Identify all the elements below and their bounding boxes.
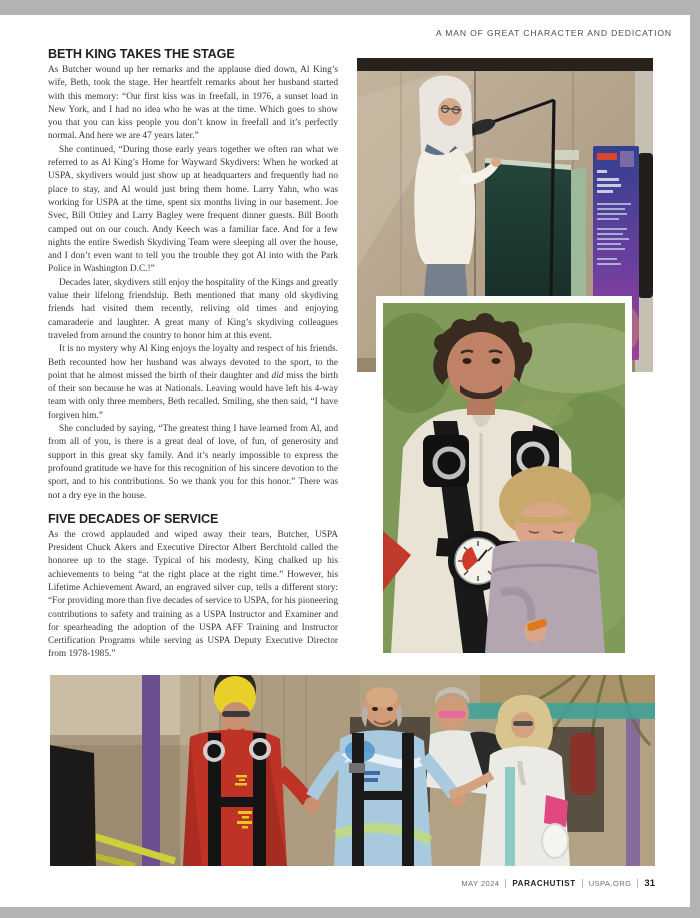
- gray-sweater: [485, 540, 605, 653]
- footer-separator: [637, 879, 638, 888]
- dark-gear-bag: [50, 745, 96, 866]
- pink-sunglasses-icon: [438, 711, 466, 718]
- white-glove: [542, 824, 568, 858]
- section-heading-beth-king: BETH KING TAKES THE STAGE: [48, 47, 235, 61]
- article-text-column: [48, 47, 338, 662]
- page-footer: [461, 878, 655, 889]
- footer-magazine-name: PARACHUTIST: [512, 879, 576, 888]
- running-head: A MAN OF GREAT CHARACTER AND DEDICATION: [435, 28, 672, 38]
- magazine-page: [0, 15, 690, 907]
- italic-word: did: [271, 370, 284, 381]
- paragraph: She continued, “During those early years together we often ran what we referred to as Al King’s Home for Wayward Skydivers: When he worked at USPA, skydivers would just show up at headquarters and frequently had no place to stay, and Al would just bring them home. Larry Yahn, who was working for USPA at the time, spent six months living in our basement. Joe Svec, Bill Ottley and Larry Bagley were frequent dinner guests. Bill Booth camped out on our couch. Andy Keech was a familiar face. And for a few nights the entire Swedish Skydiving Team were sleeping all over the house, and I don’t even want to tell you the trouble they got Al into with the Park Police in Washington D.C.!”: [48, 144, 338, 275]
- paragraph: Decades later, skydivers still enjoy the hospitality of the Kings and greatly value their lifelong friendship. Beth mentioned that many old skydiving friends had visited them recently, reliving old times and enjoying camaraderie and laughter. A great many of King’s skydiving colleagues traveled from around the country to honor him at this event.: [48, 277, 338, 341]
- section-heading-five-decades: FIVE DECADES OF SERVICE: [48, 511, 219, 526]
- group-photo-illustration: [50, 675, 655, 866]
- paragraph-text: miss the birth of their son because he was at Nationals. Leaving would have left his 4-way team with only three members, Beth recalled. Smiling, she then said, “I have forgiven him.”: [48, 370, 338, 421]
- child-figure: [485, 466, 605, 653]
- paragraph-text: It is no mystery why Al King enjoys the loyalty and respect of his friends. Beth recounted how her husband was always devoted to the sport, to the point that he almost missed the birth of their daughter and: [48, 344, 338, 381]
- paragraph: As the crowd applauded and wiped away their tears, Butcher, USPA President Chuck Akers and Executive Director Albert Berchtold called the honoree up to the stage. Typical of his modesty, King chalked up his achievements to being “at the right place at the right time.” However, his Lifetime Achievement Award, an engraved silver cup, tells a different story: “For providing more than five decades of service to USPA, for his pioneering contributions to safety and training as a USPA Instructor and Examiner and for spearheading the adoption of the USPA AFF Training and Instructor Certification Programs while serving as USPA Deputy Executive Director from 1978-1985.”: [48, 529, 338, 660]
- al-king-portrait-photo: [376, 296, 632, 660]
- paragraph: As Butcher wound up her remarks and the applause died down, Al King’s wife, Beth, took the stage. Her heartfelt remarks about her husband started with this memory: “Our first kiss was in freefall, in 1976, a sunset load in New York, and I had no idea who he was at the time. Which goes to show you that you can kiss people you don’t know in freefall and it’s perfectly normal. And here we are 47 years later.”: [48, 65, 338, 142]
- paragraph: She concluded by saying, “The greatest thing I have learned from Al, and from all of you, is there is a great deal of love, of fun, of generosity and support in this great sky family. And it’s nearly impossible to express the profound gratitude we have for this recognition of his sincere devotion to the sport, and to his contributions. So we thank you for this honor.” There was not a dry eye in the house.: [48, 424, 338, 501]
- purple-post: [142, 675, 160, 866]
- ceiling-shadow-band: [357, 58, 653, 71]
- footer-page-number: 31: [644, 878, 655, 889]
- skydivers-group-photo: [50, 675, 655, 866]
- footer-website: USPA.ORG: [588, 879, 632, 888]
- cream-jacket: [414, 148, 475, 264]
- hanging-red-gear: [570, 733, 596, 795]
- footer-date: MAY 2024: [461, 879, 500, 888]
- footer-separator: [582, 879, 583, 888]
- portrait-photo-illustration: [383, 303, 625, 653]
- paragraph: [48, 343, 338, 423]
- speaker-cabinet: [638, 153, 653, 298]
- footer-separator: [505, 879, 506, 888]
